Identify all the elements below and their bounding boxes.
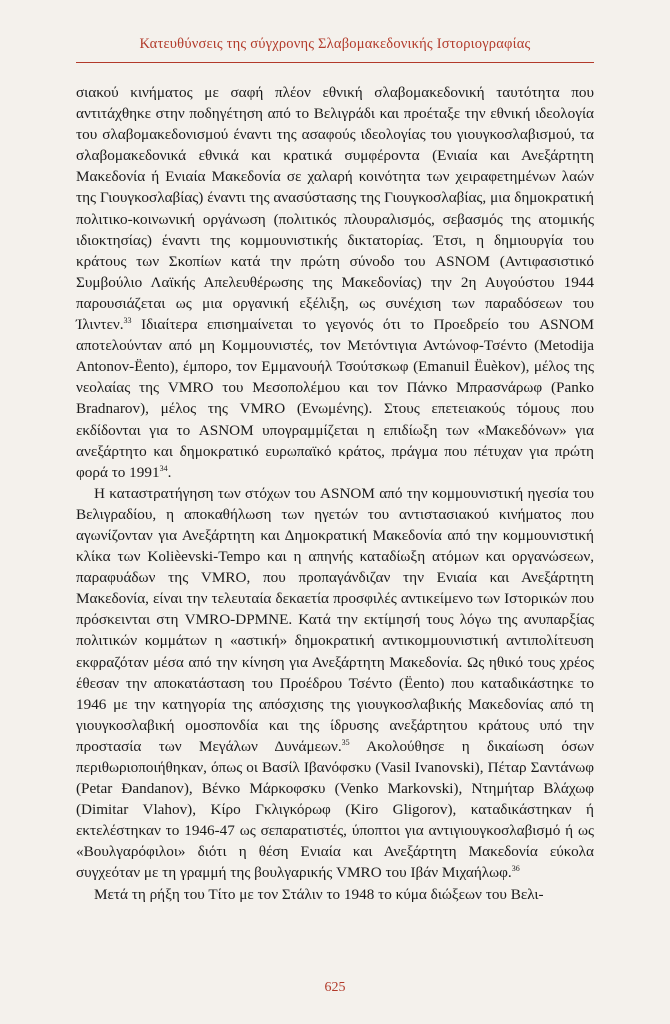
footnote-ref: 34	[159, 463, 168, 473]
paragraph-3	[76, 884, 594, 905]
text-segment: Η καταστρατήγηση των στόχων του ASNOM από την κομμουνιστική ηγεσία του Βελιγραδίου, η αποκαθήλωση των ηγετών του αντιστασιακού κινήματος που αγωνίζονταν για Ανεξάρτητη και Δημοκρατική Μακεδονία από την κομμουνιστική κλίκα των Kolièevski-Tempo και η απηνής καταδίωξη ατόμων και οργανώσεων, παραφυάδων της VMRO, που προπαγάνδιζαν την Ενιαία και Ανεξάρτητη Μακεδονία, είναι την τελευταία δεκαετία προσφιλές αντικείμενο των Ιστορικών που πρόσκεινται στη VMRO-DPMNE. Κατά την εκτίμησή τους λόγω της ανυπαρξίας πολιτικών κομμάτων η «αστική» δημοκρατική αντικομμουνιστική αντιπολίτευση εκφραζόταν μέσα από την κίνηση για Ανεξάρτητη Μακεδονία. Ως ηθικό τους χρέος έθεσαν την αποκατάσταση του Προέδρου Τσέντο (Ëento) που καταδικάστηκε το 1946 με την κατηγορία της απόσχισης της γιουγκοσλαβικής Μακεδονίας από τη γιουγκοσλαβική ομοσπονδία και της ίδρυσης ανεξάρτητου κράτους υπό την προστασία των Μεγάλων Δυνάμεων.	[76, 484, 594, 755]
footnote-ref: 35	[341, 737, 350, 747]
text-segment: .	[167, 463, 172, 481]
text-segment: Μετά τη ρήξη του Τίτο με τον Στάλιν το 1948 το κύμα διώξεων του Βελι-	[94, 885, 544, 903]
running-head: Κατευθύνσεις της σύγχρονης Σλαβομακεδονικής Ιστοριογραφίας	[139, 36, 531, 52]
paragraph-1	[76, 82, 594, 483]
text-segment: σιακού κινήματος με σαφή πλέον εθνική σλαβομακεδονική ταυτότητα που αντιτάχθηκε στην ποδηγέτηση από το Βελιγράδι και προέταξε την εθνική ιδεολογία του σλαβομακεδονισμού έναντι της ασαφούς ιδεολογίας του γιουγκοσλαβισμού, τα σλαβομακεδονικά εθνικά και κρατικά συμφέροντα (Ενιαία και Ανεξάρτητη Μακεδονία ή Ενιαία Μακεδονία σε χαλαρή κοινότητα των χειραφετημένων λαών της Γιουγκοσλαβίας) έναντι της ανασύστασης της Γιουγκοσλαβίας, μια δημοκρατική πολιτικο-κοινωνική οργάνωση (πολιτικός πλουραλισμός, σεβασμός της ατομικής ιδιοκτησίας) έναντι της κομμουνιστικής δικτατορίας. Έτσι, η δημιουργία του κράτους των Σκοπίων κατά την πρώτη σύνοδο του ASNOM (Αντιφασιστικό Συμβούλιο Λαϊκής Απελευθέρωσης της Μακεδονίας) την 2η Αυγούστου 1944 παρουσιάζεται ως μια οργανική εξέλιξη, ως συνέχιση των παραδόσεων του Ίλιντεν.	[76, 84, 594, 334]
footnote-ref: 36	[511, 864, 520, 874]
footnote-ref: 33	[123, 315, 132, 325]
text-segment: Ακολούθησε η δικαίωση όσων περιθωριοποιήθηκαν, όπως οι Βασίλ Ιβανόφσκυ (Vasil Ivanovski), Πέταρ Σαντάνωφ (Petar Ðandanov), Βένκο Μάρκοφσκυ (Venko Markovski), Ντημήταρ Βλάχωφ (Dimitar Vlahov), Κίρο Γκλιγκόρωφ (Kiro Gligorov), καταδικάστηκαν ή εκτελέστηκαν το 1946-47 ως σεπαρατιστές, ύποπτοι για αντιγιουγκοσλαβισμό ή ως «Βουλγαρόφιλοι» διότι η θέση Ενιαία και Ανεξάρτητη Μακεδονία εύκολα συγχεόταν με τη γραμμή της βουλγαρικής VMRO του Ιβάν Μιχαήλωφ.	[76, 737, 594, 882]
header-rule	[76, 62, 594, 63]
page-number: 625	[324, 980, 346, 995]
paragraph-2	[76, 483, 594, 884]
text-segment: Ιδιαίτερα επισημαίνεται το γεγονός ότι το Προεδρείο του ASNOM αποτελούνταν από μη Κομμουνιστές, τον Μετόντιγια Αντώνοφ-Τσέντο (Metodija Antonov-Ëento), έμπορο, τον Εμμανουήλ Τσούτσκωφ (Emanuil Ëuèkov), μέλος της νεολαίας της VMRO του Μεσοπολέμου και τον Πάνκο Μπρασνάρωφ (Panko Bradnarov), μέλος της VMRO (Ενωμένης). Στους επετειακούς τόμους που εκδίδονται για το ASNOM υπογραμμίζεται η επιδίωξη των «Μακεδόνων» για ανεξάρτητο και δημοκρατικό ευρωπαϊκό κράτος, πράγμα που πέτυχαν για πρώτη φορά το 1991	[76, 316, 594, 481]
body-text	[76, 82, 594, 905]
